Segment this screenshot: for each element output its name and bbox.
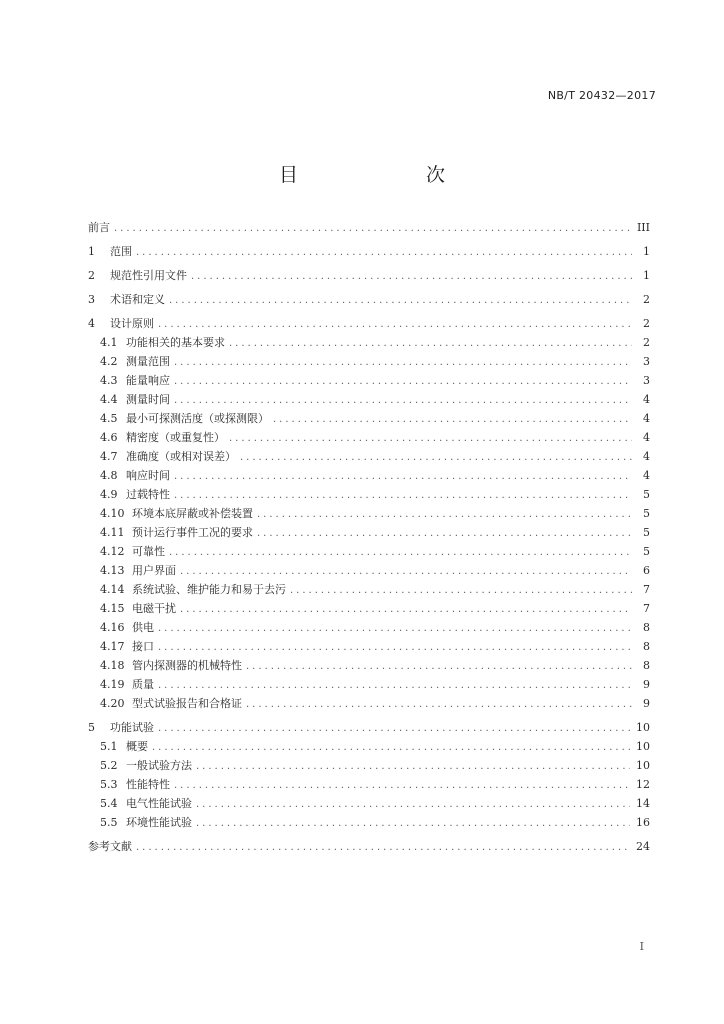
toc-entry-number: 4.7 [100, 450, 118, 463]
toc-entry[interactable] [88, 485, 650, 504]
toc-entry-number: 4.12 [100, 545, 125, 558]
toc-entry-page: 5 [643, 507, 650, 520]
toc-leader-dots [174, 486, 632, 505]
standard-code: NB/T 20432—2017 [547, 89, 656, 102]
toc-entry-title: 规范性引用文件 [110, 269, 187, 282]
toc-entry-page: 6 [643, 564, 650, 577]
toc-entry-title: 用户界面 [132, 564, 176, 577]
toc-entry[interactable] [88, 637, 650, 656]
toc-entry-number: 4 [88, 317, 95, 330]
toc-entry-number: 2 [88, 269, 95, 282]
toc-entry-page: 9 [643, 697, 650, 710]
toc-entry-number: 5.2 [100, 759, 118, 772]
toc-entry[interactable] [88, 447, 650, 466]
toc-entry-page: 7 [643, 602, 650, 615]
toc-entry[interactable] [88, 718, 650, 737]
toc-leader-dots [196, 814, 630, 833]
toc-entry-title: 前言 [88, 221, 110, 234]
toc-entry[interactable] [88, 266, 650, 285]
toc-entry-page: 3 [643, 355, 650, 368]
toc-entry-page: 4 [643, 450, 650, 463]
toc-entry[interactable] [88, 599, 650, 618]
toc-entry-number: 3 [88, 293, 95, 306]
toc-entry[interactable] [88, 290, 650, 309]
toc-entry-number: 5.1 [100, 740, 118, 753]
toc-entry[interactable] [88, 542, 650, 561]
toc-entry[interactable] [88, 371, 650, 390]
toc-entry-number: 4.11 [100, 526, 125, 539]
toc-entry[interactable] [88, 794, 650, 813]
toc-entry-number: 4.19 [100, 678, 125, 691]
toc-entry-page: 12 [636, 778, 650, 791]
toc-leader-dots [114, 219, 631, 238]
toc-entry[interactable] [88, 756, 650, 775]
toc-entry[interactable] [88, 675, 650, 694]
toc-leader-dots [174, 372, 632, 391]
toc-entry[interactable] [88, 333, 650, 352]
toc-entry-page: 1 [643, 269, 650, 282]
toc-entry-title: 概要 [126, 740, 148, 753]
toc-entry-title: 最小可探测活度（或探测限） [126, 412, 269, 425]
toc-leader-dots [180, 562, 632, 581]
toc-leader-dots [257, 524, 632, 543]
toc-entry-title: 性能特性 [126, 778, 170, 791]
toc-leader-dots [174, 353, 632, 372]
toc-entry-page: 10 [636, 759, 650, 772]
toc-entry-title: 电气性能试验 [126, 797, 192, 810]
toc-entry-page: 4 [643, 469, 650, 482]
toc-leader-dots [158, 719, 630, 738]
toc-entry-page: 5 [643, 545, 650, 558]
toc-entry-number: 5 [88, 721, 95, 734]
toc-entry-page: 9 [643, 678, 650, 691]
toc-entry-title: 环境本底屏蔽或补偿装置 [132, 507, 253, 520]
toc-entry[interactable] [88, 409, 650, 428]
toc-leader-dots [273, 410, 632, 429]
toc-entry-page: 2 [643, 336, 650, 349]
toc-entry[interactable] [88, 737, 650, 756]
toc-entry-page: 3 [643, 374, 650, 387]
table-of-contents [88, 218, 650, 856]
toc-leader-dots [136, 838, 630, 857]
toc-entry-page: 5 [643, 526, 650, 539]
toc-entry[interactable] [88, 504, 650, 523]
toc-entry[interactable] [88, 314, 650, 333]
toc-entry-number: 5.3 [100, 778, 118, 791]
toc-entry-page: 1 [643, 245, 650, 258]
toc-leader-dots [158, 619, 632, 638]
toc-leader-dots [169, 543, 632, 562]
toc-entry-title: 管内探测器的机械特性 [132, 659, 242, 672]
toc-entry-title: 设计原则 [110, 317, 154, 330]
toc-entry-number: 4.1 [100, 336, 118, 349]
toc-entry-number: 4.5 [100, 412, 118, 425]
toc-entry-number: 4.15 [100, 602, 125, 615]
toc-entry[interactable] [88, 218, 650, 237]
toc-entry-title: 环境性能试验 [126, 816, 192, 829]
toc-leader-dots [196, 795, 630, 814]
toc-entry-number: 4.2 [100, 355, 118, 368]
toc-entry[interactable] [88, 813, 650, 832]
toc-entry-title: 质量 [132, 678, 154, 691]
toc-entry-number: 4.17 [100, 640, 125, 653]
toc-leader-dots [290, 581, 632, 600]
page-title: 目 次 [278, 164, 475, 186]
toc-entry-number: 4.4 [100, 393, 118, 406]
toc-entry-title: 功能试验 [110, 721, 154, 734]
toc-entry-number: 4.10 [100, 507, 125, 520]
toc-entry-page: 8 [643, 621, 650, 634]
toc-entry[interactable] [88, 775, 650, 794]
toc-leader-dots [180, 600, 632, 619]
toc-entry-title: 过载特性 [126, 488, 170, 501]
toc-entry-page: III [636, 221, 650, 234]
toc-entry-title: 响应时间 [126, 469, 170, 482]
toc-leader-dots [136, 243, 632, 262]
toc-entry[interactable] [88, 428, 650, 447]
toc-leader-dots [240, 448, 632, 467]
toc-entry-title: 供电 [132, 621, 154, 634]
toc-entry[interactable] [88, 561, 650, 580]
toc-entry-title: 可靠性 [132, 545, 165, 558]
toc-entry-page: 14 [636, 797, 650, 810]
toc-leader-dots [229, 334, 632, 353]
toc-entry-title: 精密度（或重复性） [126, 431, 225, 444]
toc-entry[interactable] [88, 656, 650, 675]
toc-entry-number: 4.9 [100, 488, 118, 501]
toc-leader-dots [174, 391, 632, 410]
toc-entry-title: 功能相关的基本要求 [126, 336, 225, 349]
toc-entry[interactable] [88, 580, 650, 599]
toc-entry-number: 4.18 [100, 659, 125, 672]
toc-leader-dots [158, 315, 632, 334]
toc-entry-title: 预计运行事件工况的要求 [132, 526, 253, 539]
toc-leader-dots [174, 776, 630, 795]
toc-entry-title: 术语和定义 [110, 293, 165, 306]
page-number: I [639, 940, 644, 953]
toc-entry-title: 准确度（或相对误差） [126, 450, 236, 463]
toc-entry-title: 测量范围 [126, 355, 170, 368]
toc-leader-dots [229, 429, 632, 448]
toc-leader-dots [246, 657, 632, 676]
toc-entry-title: 测量时间 [126, 393, 170, 406]
toc-entry-number: 4.16 [100, 621, 125, 634]
toc-entry[interactable] [88, 837, 650, 856]
toc-entry-number: 4.13 [100, 564, 125, 577]
toc-entry-page: 10 [636, 721, 650, 734]
toc-leader-dots [158, 638, 632, 657]
toc-entry-title: 范围 [110, 245, 132, 258]
toc-entry-page: 4 [643, 393, 650, 406]
toc-entry-title: 一般试验方法 [126, 759, 192, 772]
toc-leader-dots [158, 676, 632, 695]
toc-entry[interactable] [88, 390, 650, 409]
toc-entry-page: 4 [643, 431, 650, 444]
toc-entry[interactable] [88, 523, 650, 542]
toc-entry-title: 能量响应 [126, 374, 170, 387]
toc-entry-page: 5 [643, 488, 650, 501]
toc-entry-number: 5.4 [100, 797, 118, 810]
toc-entry-page: 10 [636, 740, 650, 753]
toc-entry[interactable] [88, 242, 650, 261]
toc-entry[interactable] [88, 466, 650, 485]
toc-entry-page: 24 [636, 840, 650, 853]
toc-leader-dots [196, 757, 630, 776]
toc-entry-number: 5.5 [100, 816, 118, 829]
toc-entry-page: 7 [643, 583, 650, 596]
toc-leader-dots [257, 505, 632, 524]
toc-entry[interactable] [88, 694, 650, 713]
toc-entry-title: 参考文献 [88, 840, 132, 853]
toc-entry-page: 2 [643, 293, 650, 306]
toc-entry-title: 接口 [132, 640, 154, 653]
toc-leader-dots [152, 738, 630, 757]
toc-entry-page: 4 [643, 412, 650, 425]
toc-entry-page: 2 [643, 317, 650, 330]
toc-entry-page: 16 [636, 816, 650, 829]
toc-entry-number: 4.8 [100, 469, 118, 482]
toc-entry[interactable] [88, 618, 650, 637]
toc-entry-page: 8 [643, 640, 650, 653]
toc-leader-dots [191, 267, 632, 286]
toc-entry-number: 4.3 [100, 374, 118, 387]
toc-entry-title: 型式试验报告和合格证 [132, 697, 242, 710]
toc-entry-number: 4.20 [100, 697, 125, 710]
toc-entry-page: 8 [643, 659, 650, 672]
toc-entry-number: 4.14 [100, 583, 125, 596]
toc-entry-number: 4.6 [100, 431, 118, 444]
toc-leader-dots [174, 467, 632, 486]
toc-entry-title: 电磁干扰 [132, 602, 176, 615]
toc-leader-dots [246, 695, 632, 714]
toc-entry-title: 系统试验、维护能力和易于去污 [132, 583, 286, 596]
toc-entry[interactable] [88, 352, 650, 371]
toc-entry-number: 1 [88, 245, 95, 258]
toc-leader-dots [169, 291, 632, 310]
